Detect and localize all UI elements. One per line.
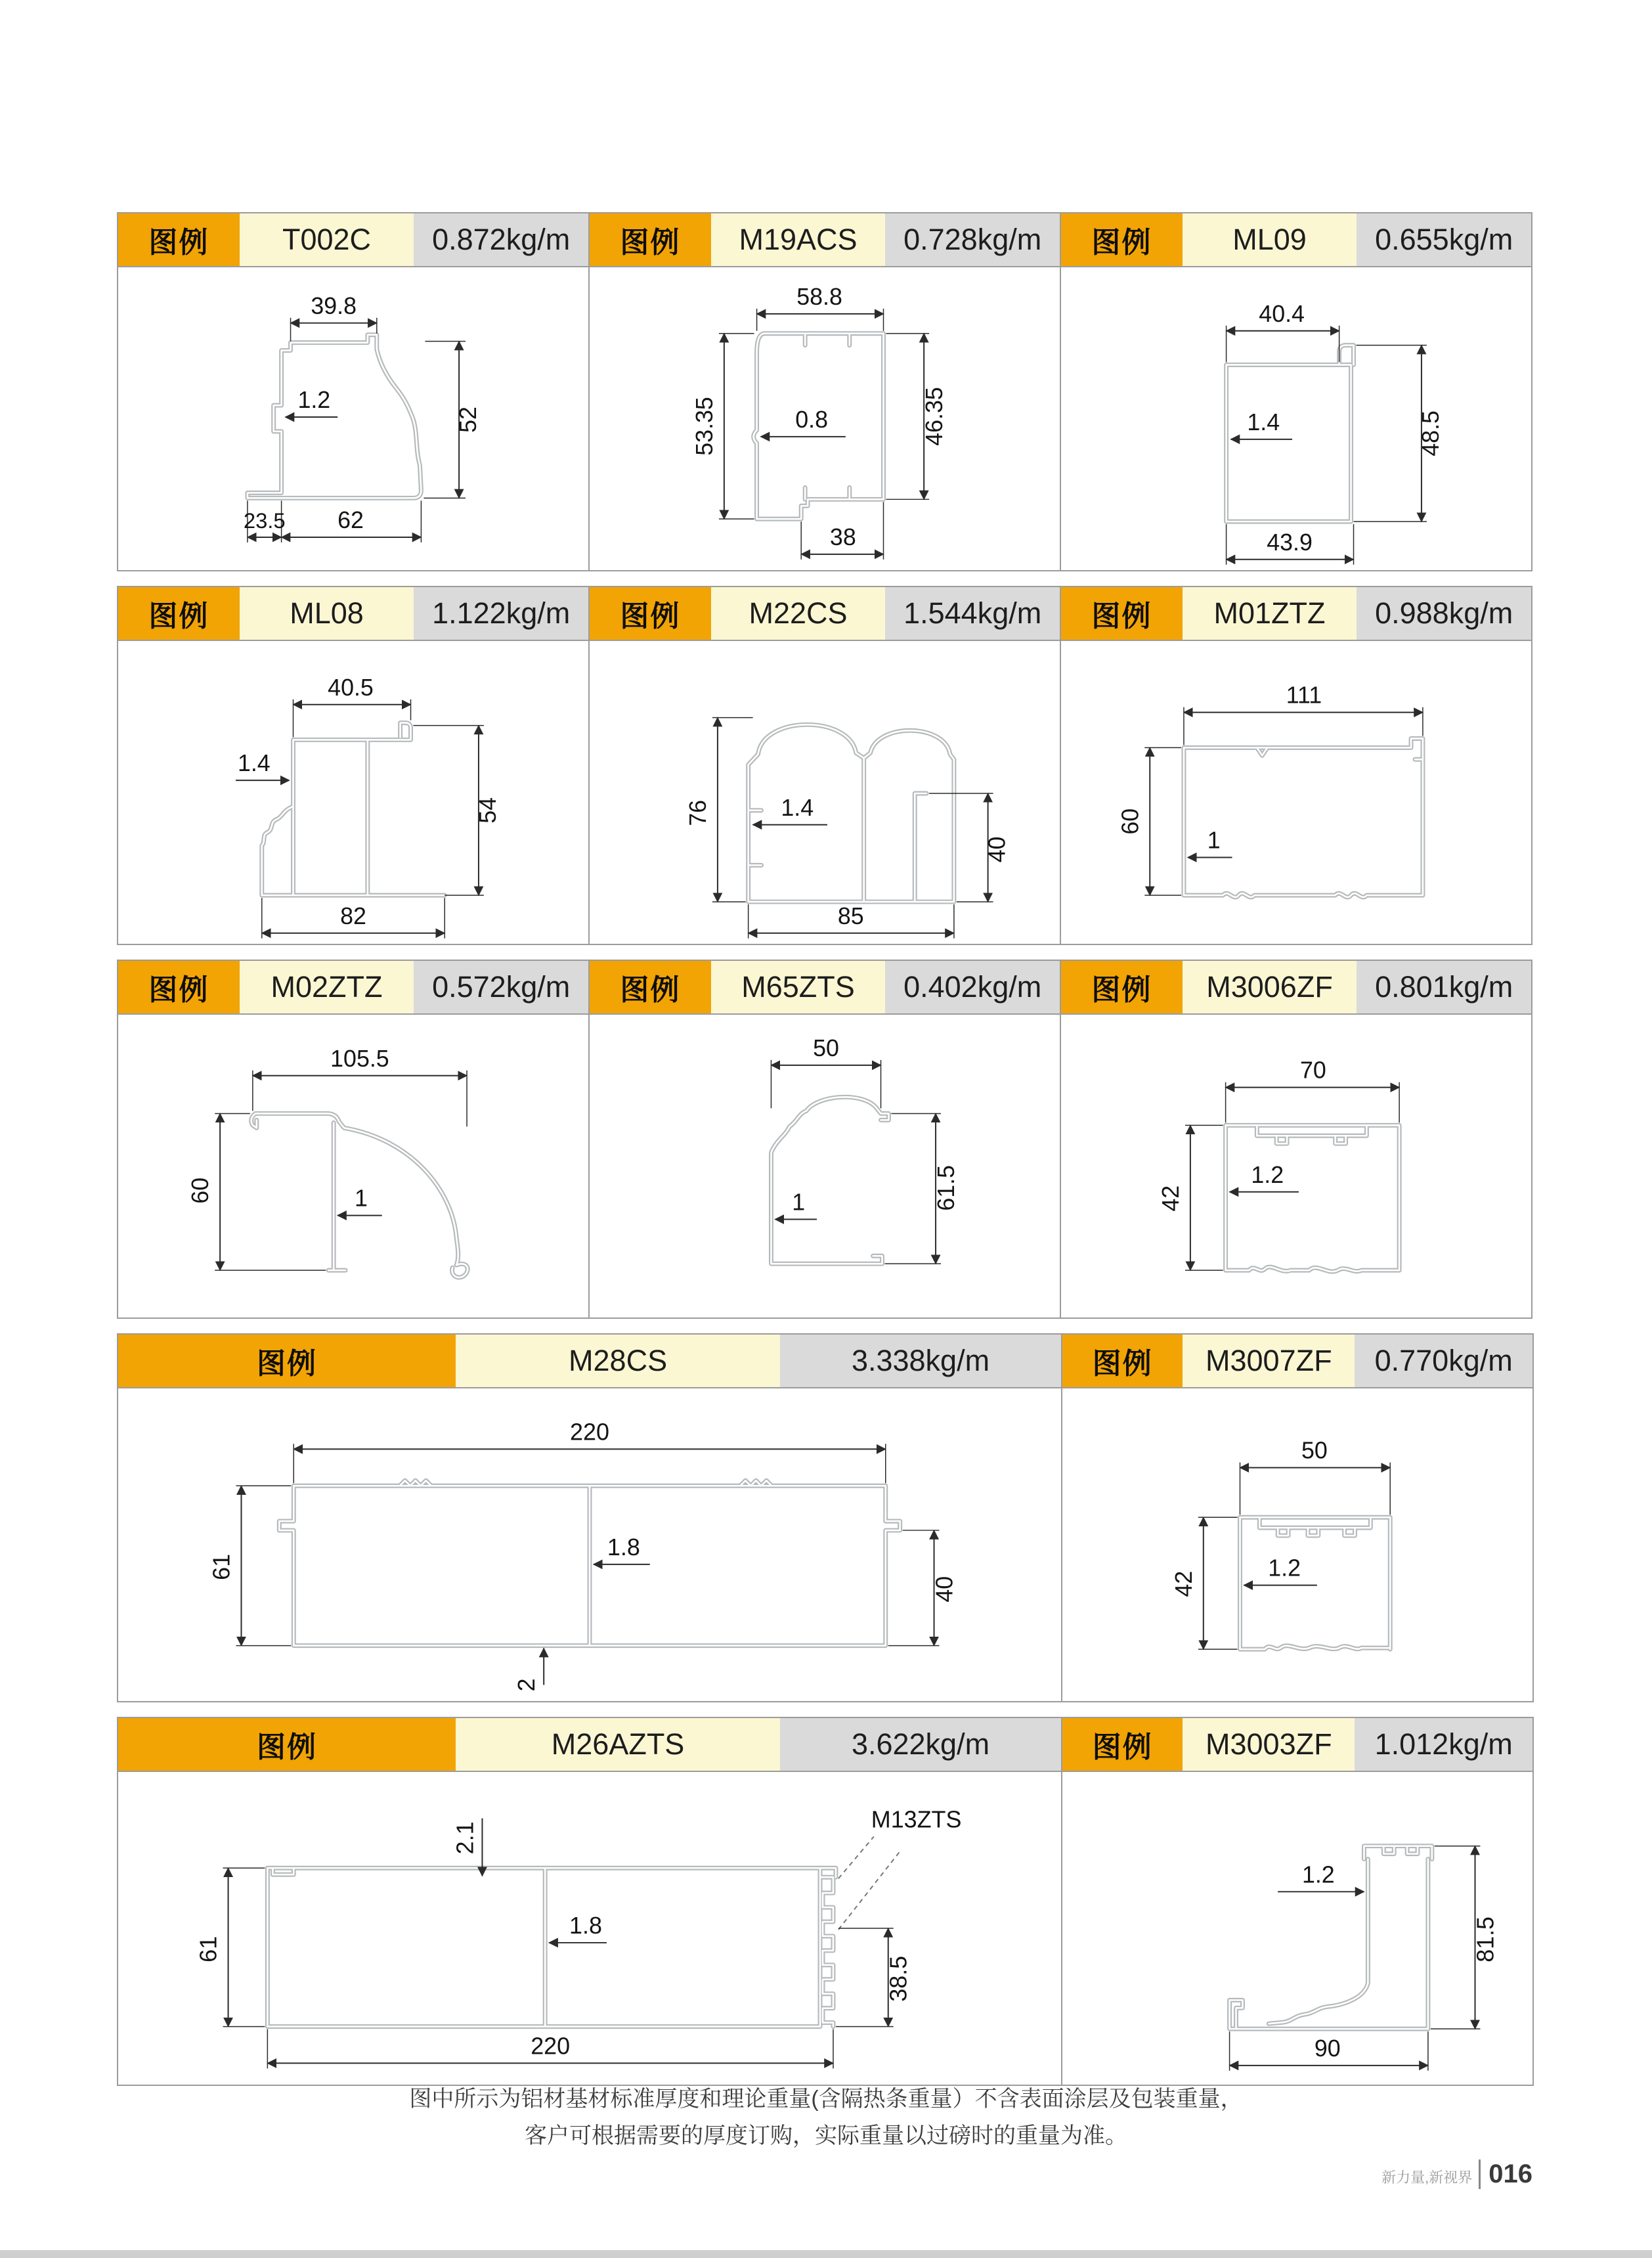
legend-header-cell: 图例 [1061,587,1183,640]
profile-drawing [1061,641,1531,944]
profile-code: ML09 [1183,213,1357,266]
thermal-break-label: M13ZTS [871,1806,962,1833]
profile-drawing [118,267,588,570]
dim-label: 42 [1158,1185,1184,1212]
dim-label: 1.2 [297,387,331,414]
card-t002c [117,212,590,571]
legend-header-cell: 图例 [590,213,711,266]
card-header [118,1718,1061,1772]
card-header [590,213,1060,267]
dim-label: 23.5 [243,508,286,533]
dim-label: 61.5 [932,1164,959,1211]
card-m3003zf [1061,1717,1534,2086]
profile-drawing [1062,1772,1532,2085]
dim-label: 1.2 [1301,1861,1335,1888]
card-m02ztz [117,960,590,1319]
dim-label: 1 [792,1189,806,1216]
profile-weight: 0.872kg/m [414,213,588,266]
profile-drawing [118,1772,1061,2085]
legend-header-cell: 图例 [590,961,711,1013]
dim-label: 58.8 [796,283,842,310]
dim-label: 1.8 [569,1912,602,1939]
card-m3007zf [1061,1333,1534,1702]
dim-label: 70 [1299,1057,1326,1084]
card-m28cs [117,1333,1062,1702]
profile-weight: 3.622kg/m [780,1718,1061,1771]
dim-label: 1 [1207,827,1221,854]
card-ml09 [1060,212,1532,571]
dim-label: 111 [1286,682,1322,709]
legend-header-cell: 图例 [118,1718,456,1771]
profile-drawing [118,1388,1061,1701]
profile-code: ML08 [240,587,414,640]
legend-header-cell: 图例 [1062,1335,1183,1387]
profile-table [117,212,1535,2100]
dim-label: 2 [513,1678,540,1692]
dim-label: 220 [570,1419,609,1446]
cross-section-m3007zf [1062,1388,1532,1701]
legend-header-cell: 图例 [1062,1718,1183,1771]
profile-code: M3003ZF [1183,1718,1355,1771]
dim-label: 40.5 [328,674,374,701]
profile-code: M19ACS [711,213,886,266]
card-m26azts [117,1717,1062,2086]
cross-section-m02ztz [118,1015,588,1317]
row-3 [117,960,1535,1319]
card-header [1061,587,1531,641]
dim-label: 43.9 [1267,529,1313,556]
cross-section-m22cs [590,641,1060,944]
profile-weight: 0.988kg/m [1357,587,1531,640]
profile-weight: 0.801kg/m [1357,961,1531,1013]
profile-drawing [590,267,1060,570]
cross-section-m65zts [590,1015,1060,1317]
footnote [117,2081,1535,2154]
row-1 [117,212,1535,571]
footnote-line-2: 客户可根据需要的厚度订购，实际重量以过磅时的重量为准。 [525,2123,1127,2148]
profile-code: M02ZTZ [240,961,414,1013]
card-header [118,213,588,267]
profile-drawing [590,641,1060,944]
profile-drawing [590,1015,1060,1317]
row-4 [117,1333,1535,1702]
dim-label: 38 [829,523,856,550]
footnote-line-1: 图中所示为铝材基材标准厚度和理论重量(含隔热条重量）不含表面涂层及包装重量， [409,2087,1243,2112]
profile-weight: 0.728kg/m [885,213,1060,266]
legend-header-cell: 图例 [1061,961,1183,1013]
legend-header-cell: 图例 [118,213,240,266]
dim-label: 81.5 [1472,1916,1499,1962]
dim-label: 82 [340,902,366,929]
dim-label: 40.4 [1259,300,1305,327]
legend-header-cell: 图例 [590,587,711,640]
dim-label: 76 [685,799,712,826]
dim-label: 48.5 [1417,410,1444,456]
cross-section-m3006zf [1061,1015,1531,1317]
legend-header-cell: 图例 [118,1335,456,1387]
profile-weight: 0.655kg/m [1357,213,1531,266]
dim-label: 1.8 [607,1534,640,1561]
legend-header-cell: 图例 [1061,213,1183,266]
cross-section-m19acs [590,267,1060,570]
page-bottom-edge [0,2250,1652,2258]
profile-weight: 1.122kg/m [414,587,588,640]
dim-label: 1.4 [1247,409,1280,435]
cross-section-t002c [118,267,588,570]
dim-label: 38.5 [885,1955,912,2002]
profile-code: M26AZTS [456,1718,780,1771]
dim-label: 52 [454,407,481,433]
dim-label: 220 [531,2033,571,2060]
card-header [590,587,1060,641]
profile-code: M28CS [456,1335,780,1387]
dim-label: 60 [1117,808,1144,835]
dim-label: 53.35 [691,397,718,456]
dim-label: 61 [195,1936,222,1962]
profile-drawing [1061,267,1531,570]
row-2 [117,586,1535,945]
cross-section-m28cs [118,1388,1061,1701]
dim-label: 61 [208,1553,235,1580]
profile-weight: 1.012kg/m [1355,1718,1532,1771]
cross-section-ml09 [1061,267,1531,570]
dim-label: 2.1 [452,1821,479,1855]
profile-drawing [118,1015,588,1317]
profile-weight: 1.544kg/m [885,587,1060,640]
dim-label: 1.4 [781,794,814,821]
card-ml08 [117,586,590,945]
profile-code: M01ZTZ [1183,587,1357,640]
profile-drawing [118,641,588,944]
profile-code: M65ZTS [711,961,886,1013]
profile-weight: 0.770kg/m [1355,1335,1532,1387]
dim-label: 105.5 [330,1045,389,1072]
profile-weight: 3.338kg/m [780,1335,1061,1387]
profile-code: M22CS [711,587,886,640]
row-5 [117,1717,1535,2086]
card-m3006zf [1060,960,1532,1319]
card-header [118,1335,1061,1388]
card-header [118,961,588,1015]
cross-section-ml08 [118,641,588,944]
cross-section-m3003zf [1062,1772,1532,2085]
cross-section-m26azts [118,1772,1061,2085]
card-header [1062,1335,1532,1388]
card-header [1061,213,1531,267]
dim-label: 50 [1301,1437,1328,1464]
dim-label: 46.35 [921,387,947,446]
dim-label: 1.2 [1268,1555,1301,1582]
card-header [1062,1718,1532,1772]
card-header [118,587,588,641]
dim-label: 42 [1170,1570,1197,1597]
card-header [1061,961,1531,1015]
dim-label: 40 [984,836,1011,863]
profile-weight: 0.402kg/m [885,961,1060,1013]
brand-slogan: 新力量,新视界 [1381,2169,1473,2186]
dim-label: 54 [474,797,501,824]
dim-label: 1.2 [1251,1161,1284,1188]
profile-code: M3006ZF [1183,961,1357,1013]
dim-label: 39.8 [311,292,357,319]
dim-label: 62 [337,507,364,534]
profile-drawing [1062,1388,1532,1701]
legend-header-cell: 图例 [118,961,240,1013]
dim-label: 50 [813,1034,839,1061]
cross-section-m01ztz [1061,641,1531,944]
card-m22cs [588,586,1061,945]
card-m01ztz [1060,586,1532,945]
page-number: 016 [1479,2159,1532,2189]
profile-weight: 0.572kg/m [414,961,588,1013]
profile-drawing [1061,1015,1531,1317]
profile-code: M3007ZF [1183,1335,1355,1387]
card-header [590,961,1060,1015]
dim-label: 40 [931,1576,958,1603]
profile-code: T002C [240,213,414,266]
dim-label: 60 [187,1177,214,1204]
dim-label: 1.4 [237,750,271,777]
legend-header-cell: 图例 [118,587,240,640]
card-m19acs [588,212,1061,571]
card-m65zts [588,960,1061,1319]
dim-label: 90 [1314,2035,1341,2062]
dim-label: 1 [354,1185,368,1212]
dim-label: 85 [837,902,864,929]
page-number-block [1381,2159,1532,2189]
dim-label: 0.8 [795,406,828,433]
